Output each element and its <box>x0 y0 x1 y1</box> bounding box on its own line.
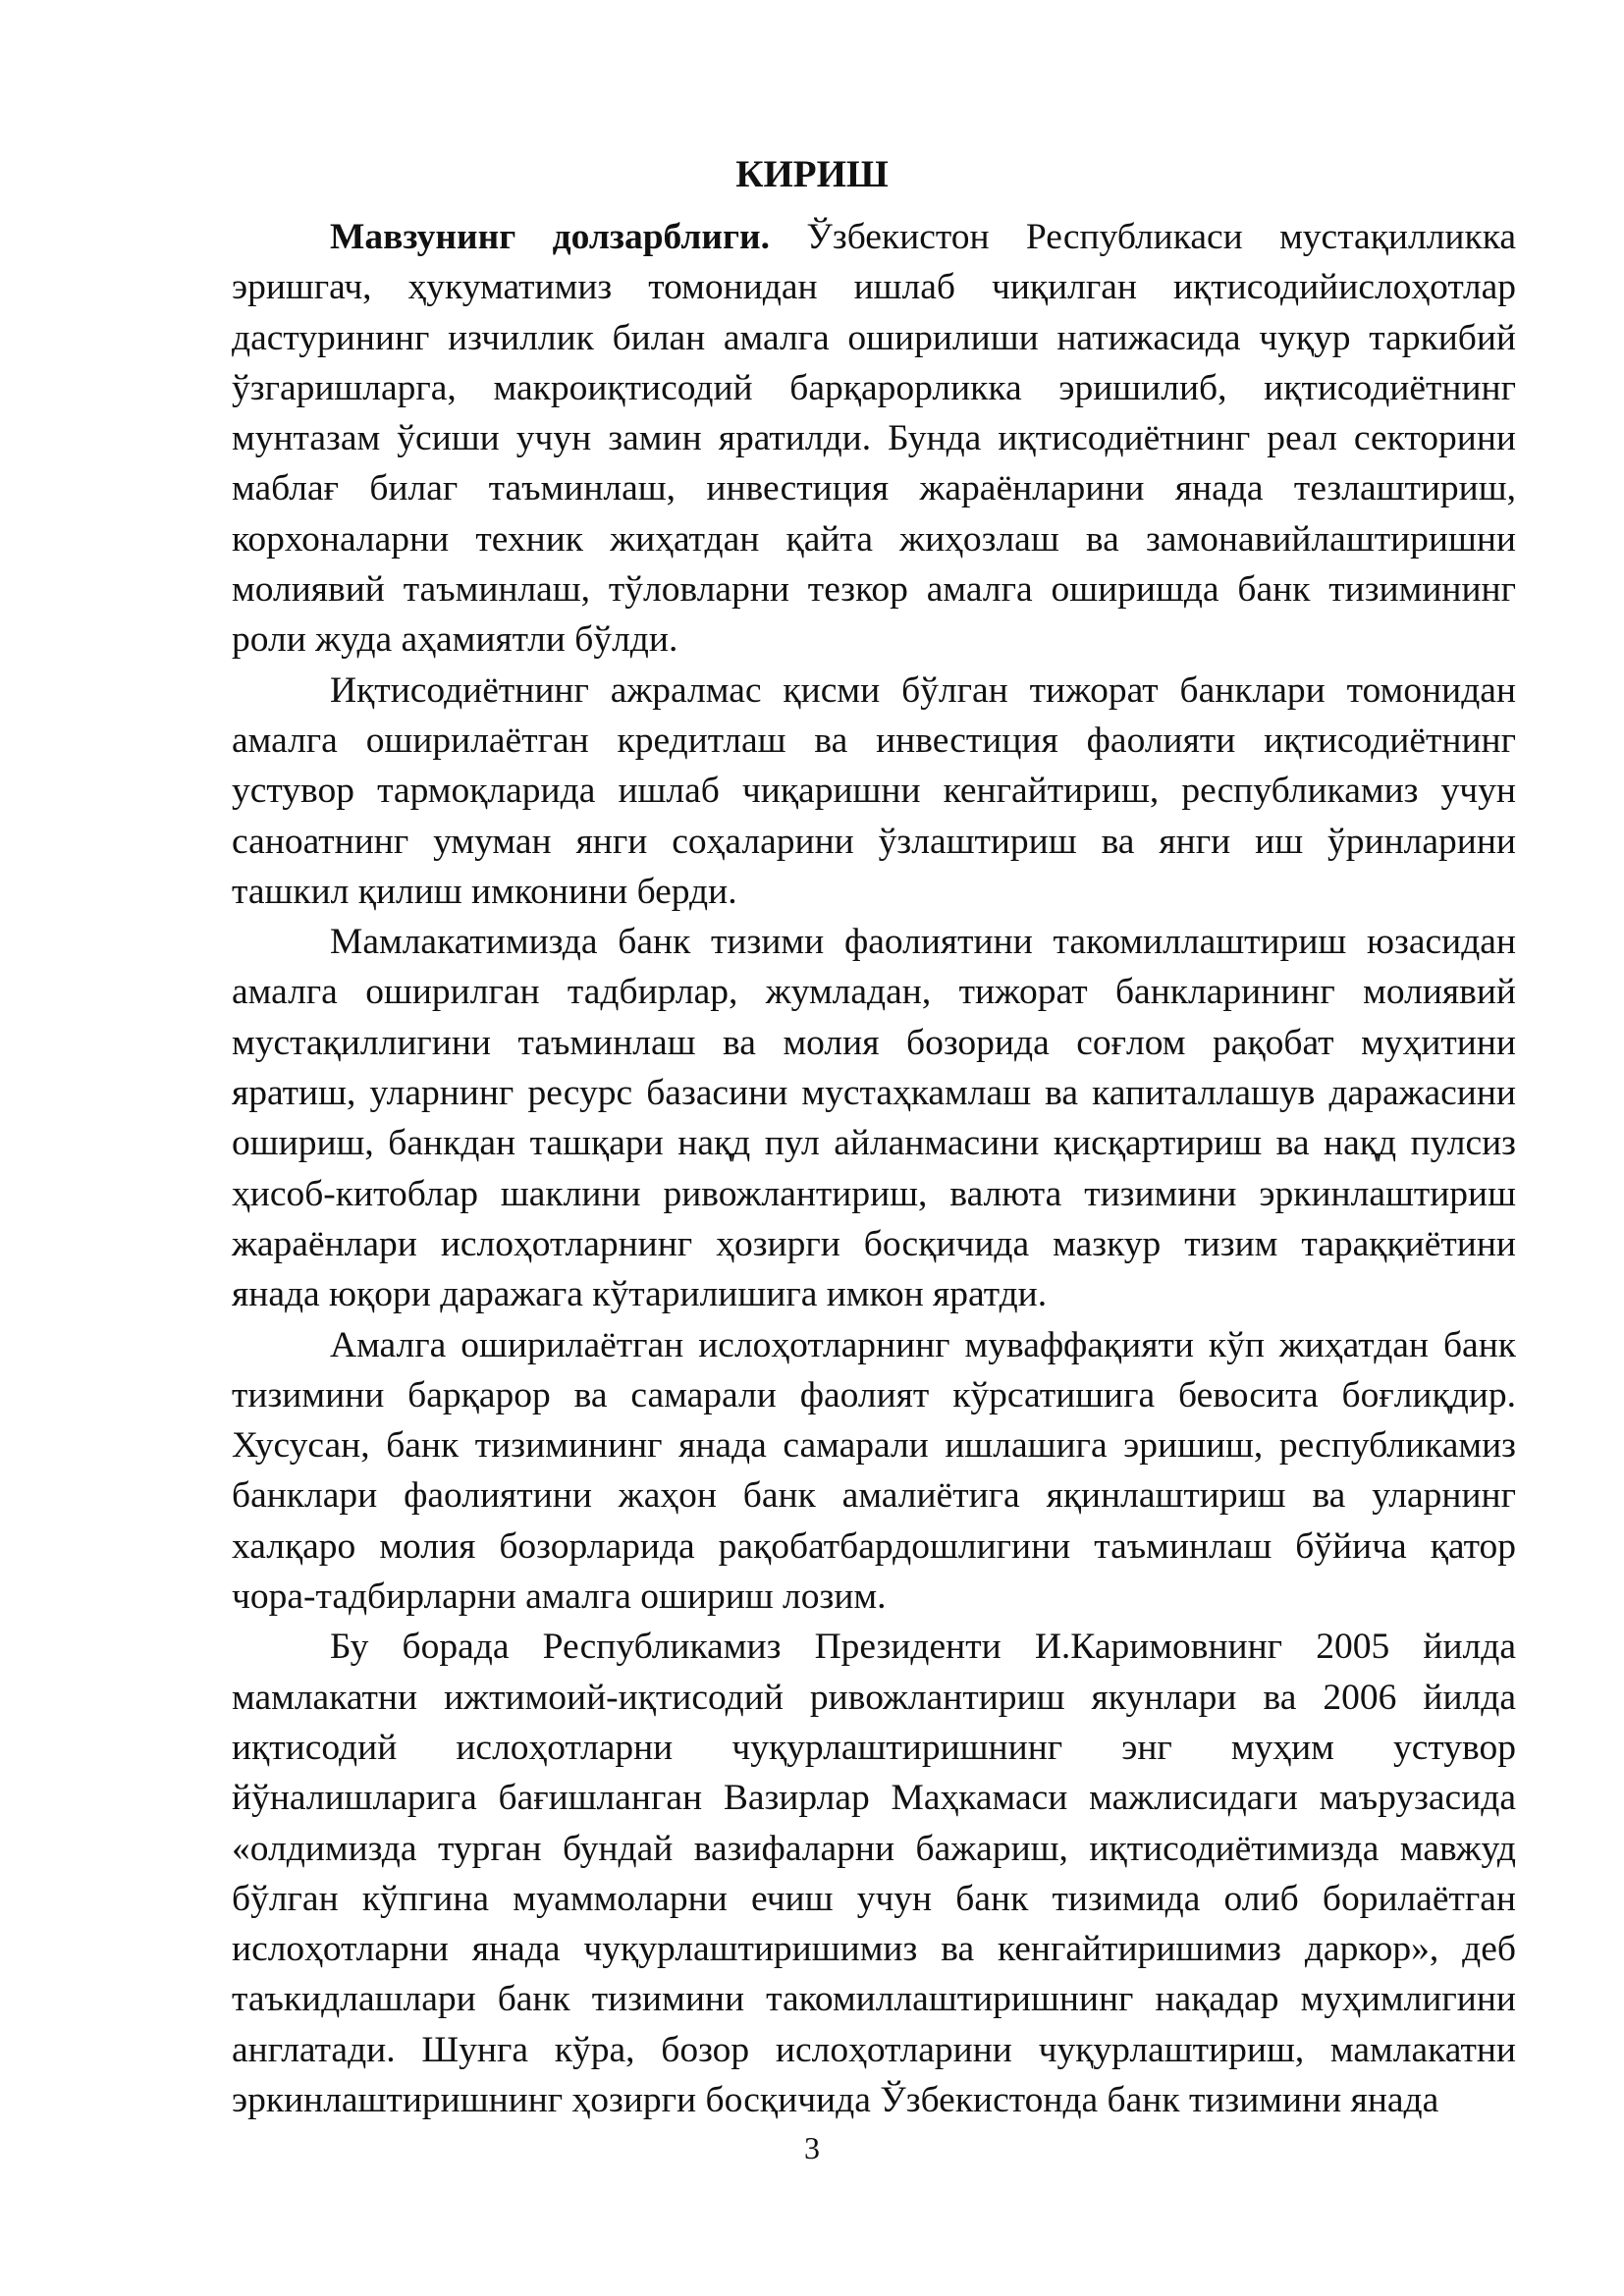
paragraph-banking-reforms: Мамлакатимизда банк тизими фаолиятини такомиллаштириш юзасидан амалга оширилган тадбирлар, жумладан, тижорат банкларининг молиявий мустақиллигини таъминлаш ва молия бозорида соғлом рақобат муҳитини яратиш, уларнинг ресурс базасини мустаҳкамлаш ва капиталлашув даражасини ошириш, банкдан ташқари нақд пул айланмасини қисқартириш ва нақд пулсиз ҳисоб-китоблар шаклини ривожлантириш, валюта тизимини эркинлаштириш жараёнлари ислоҳотларнинг ҳозирги босқичида мазкур тизим тараққиётини янада юқори даражага кўтарилишига имкон яратди. <box>232 922 1516 1315</box>
page-number: 3 <box>804 2130 820 2165</box>
paragraph-lead: Мавзунинг долзарблиги. <box>330 217 771 257</box>
paragraph-text: Ўзбекистон Республикаси мустақилликка эришгач, ҳукуматимиз томонидан ишлаб чиқилган иқтисодийислоҳотлар дастурининг изчиллик билан амалга оширилиши натижасида чуқур таркибий ўзгаришларга, макроиқтисодий барқарорликка эришилиб, иқтисодиётнинг мунтазам ўсиши учун замин яратилди. Бунда иқтисодиётнинг реал секторини маблағ билаг таъминлаш, инвестиция жараёнларини янада тезлаштириш, корхоналарни техник жиҳатдан қайта жиҳозлаш ва замонавийлаштиришни молиявий таъминлаш, тўловларни тезкор амалга оширишда банк тизимининг роли жуда аҳамиятли бўлди. <box>232 217 1516 661</box>
paragraph-relevance <box>232 212 1516 666</box>
paragraph-president-quote: Бу борада Республикамиз Президенти И.Каримовнинг 2005 йилда мамлакатни ижтимоий-иқтисодий ривожлантириш якунлари ва 2006 йилда иқтисодий ислоҳотларни чуқурлаштиришнинг энг муҳим устувор йўналишларига бағишланган Вазирлар Маҳкамаси мажлисидаги маърузасида «олдимизда турган бундай вазифаларни бажариш, иқтисодиётимизда мавжуд бўлган кўпгина муаммоларни ечиш учун банк тизимида олиб борилаётган ислоҳотларни янада чуқурлаштиришимиз ва кенгайтиришимиз даркор», деб таъкидлашлари банк тизимини такомиллаштиришнинг нақадар муҳимлигини англатади. Шунга кўра, бозор ислоҳотларини чуқурлаштириш, мамлакатни эркинлаштиришнинг ҳозирги босқичида Ўзбекистонда банк тизимини янада <box>232 1627 1516 2120</box>
document-body <box>232 212 1516 2125</box>
paragraph-commercial-banks: Иқтисодиётнинг ажралмас қисми бўлган тижорат банклари томонидан амалга оширилаётган кредитлаш ва инвестиция фаолияти иқтисодиётнинг устувор тармоқларида ишлаб чиқаришни кенгайтириш, республикамиз учун саноатнинг умуман янги соҳаларини ўзлаштириш ва янги иш ўринларини ташкил қилиш имконини берди. <box>232 669 1516 912</box>
section-heading: КИРИШ <box>735 153 889 195</box>
paragraph-reform-success: Амалга оширилаётган ислоҳотларнинг муваффақияти кўп жиҳатдан банк тизимини барқарор ва самарали фаолият кўрсатишига бевосита боғлиқдир. Хусусан, банк тизимининг янада самарали ишлашига эришиш, республикамиз банклари фаолиятини жаҳон банк амалиётига яқинлаштириш ва уларнинг халқаро молия бозорларида рақобатбардошлигини таъминлаш бўйича қатор чора-тадбирларни амалга ошириш лозим. <box>232 1324 1516 1618</box>
